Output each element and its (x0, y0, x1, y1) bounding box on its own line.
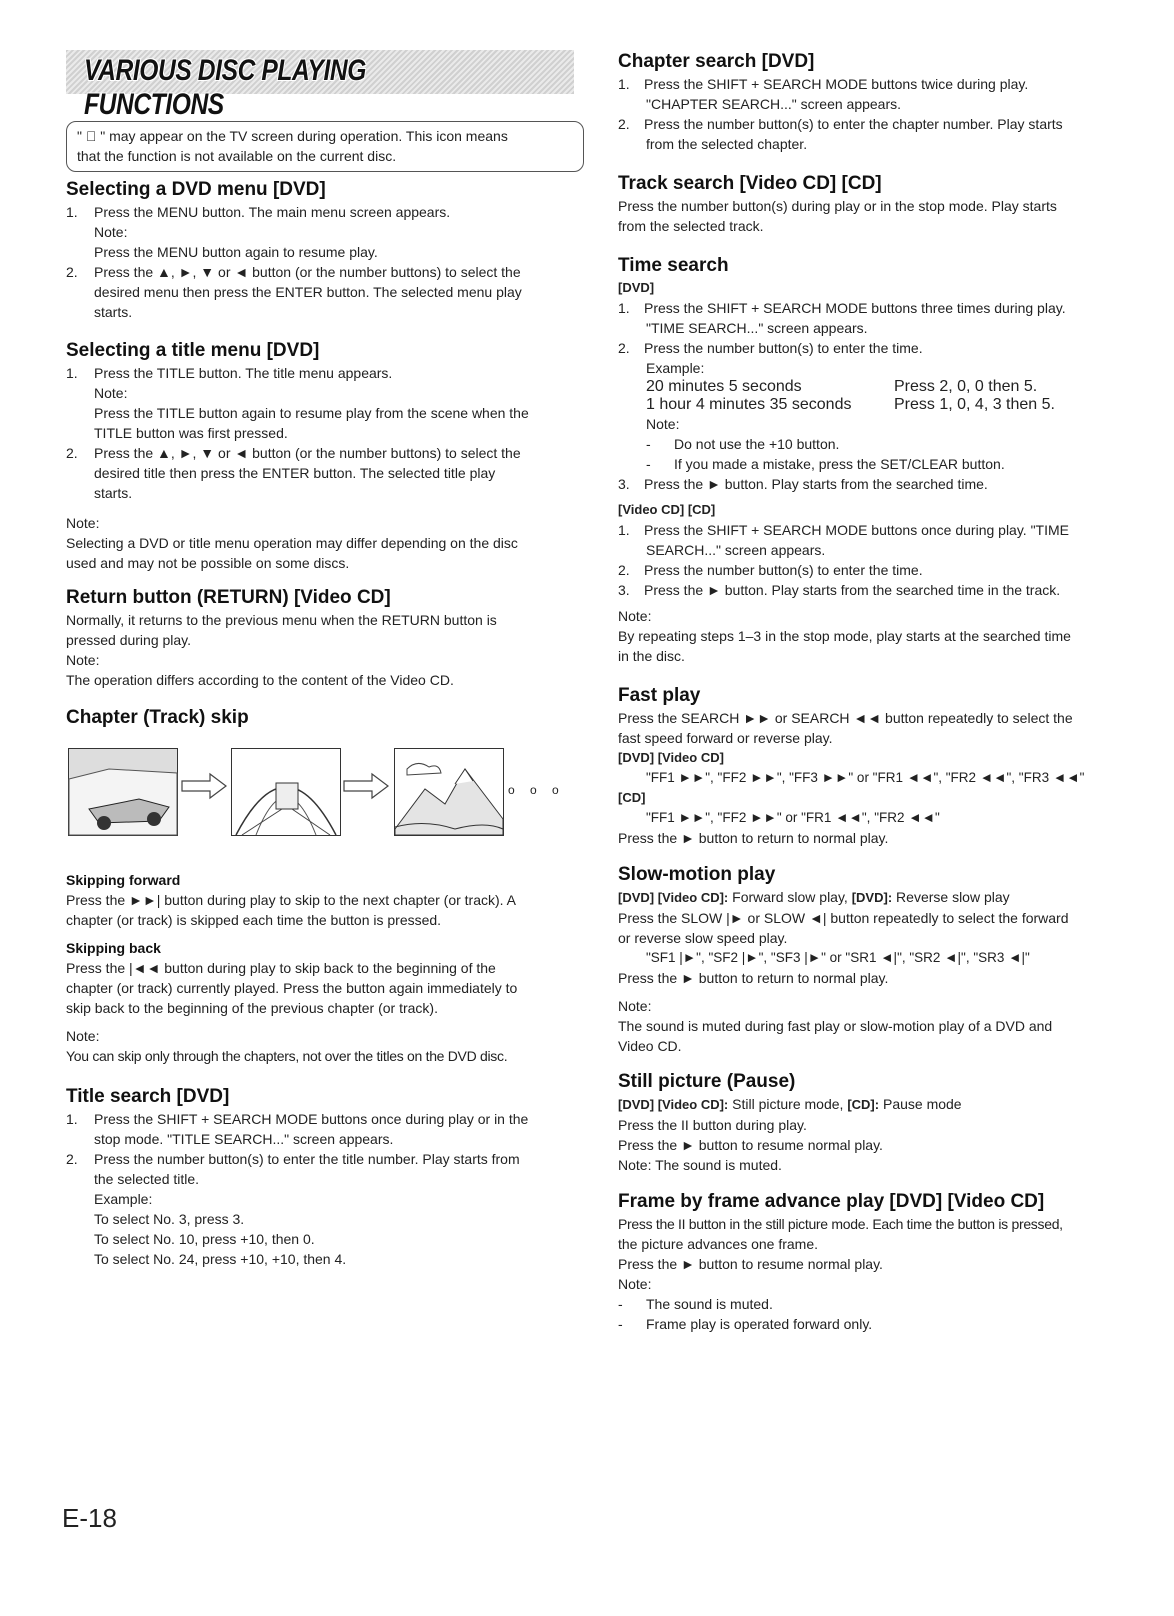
disc-tag: [CD] (618, 790, 646, 805)
example-label: Example: (646, 360, 705, 376)
race-car-illustration (68, 748, 178, 836)
continuation-dots: o o o (508, 783, 565, 797)
page-number: E-18 (62, 1503, 117, 1533)
note-label: Note: (94, 385, 128, 401)
note-text: The operation differs according to the content of the Video CD. (66, 672, 454, 688)
example-right: Press 1, 0, 4, 3 then 5. (894, 396, 1055, 413)
body-text: Note: The sound is muted. (618, 1157, 782, 1173)
example-right: Press 2, 0, 0 then 5. (894, 378, 1038, 395)
section-track-search (618, 172, 1123, 236)
banner-title: VARIOUS DISC PLAYING FUNCTIONS (84, 54, 367, 121)
disc-tag: [CD]: (847, 1097, 880, 1112)
section-still-picture (618, 1070, 1123, 1175)
note-text: Selecting a DVD or title menu operation may differ depending on the disc (66, 535, 518, 551)
section-fast-play (618, 684, 1123, 848)
race-car-image (69, 749, 177, 835)
disc-tag: [DVD] (618, 280, 655, 295)
note-text: TITLE button was first pressed. (94, 425, 288, 441)
step-text: Press the ► button. Play starts from the searched time. (644, 476, 988, 492)
body-text: chapter (or track) currently played. Press the button again immediately to (66, 980, 518, 996)
body-text: Still picture mode, (728, 1096, 848, 1112)
disc-tag: [DVD] [Video CD]: (618, 890, 729, 905)
subsection-title: Skipping forward (66, 872, 181, 888)
section-title: Frame by frame advance play [DVD] [Video CD] (618, 1191, 1045, 1212)
disc-tag: [DVD]: (851, 890, 893, 905)
example-text: To select No. 24, press +10, +10, then 4. (94, 1251, 347, 1267)
section-title: Track search [Video CD] [CD] (618, 173, 882, 194)
body-text: from the selected track. (618, 218, 764, 234)
note-text: Video CD. (618, 1038, 682, 1054)
mountain-image (395, 749, 503, 835)
mountain-illustration (394, 748, 504, 836)
section-title: Selecting a DVD menu [DVD] (66, 179, 326, 200)
section-return-button (66, 586, 574, 690)
body-text: Normally, it returns to the previous menu when the RETURN button is (66, 612, 497, 628)
body-text: Press the ► button to return to normal play. (618, 970, 889, 986)
section-title: Title search [DVD] (66, 1086, 230, 1107)
step-text: SEARCH..." screen appears. (646, 542, 826, 558)
note-text: You can skip only through the chapters, not over the titles on the DVD disc. (66, 1048, 508, 1064)
step-text: Press the SHIFT + SEARCH MODE buttons once during play. "TIME (644, 522, 1069, 538)
section-time-search: Time search [DVD] 1. Press the SHIFT + SEARCH MODE buttons three times during play. "TIME SEARCH..." screen appears. 2. Press the number button(s) to enter the time. Example: 20 minutes 5 seconds Press 2, 0, 0 then 5. 1 hour 4 minutes 35 seconds Press 1, 0, 4, 3 then 5. Note: - Do not use the +10 button. - If you made a mistake, press the SET/CLEAR button. 3. Press the ► button. Play starts from the searched time. [Video CD] [CD] 1. Press the SHIFT + SEARCH MODE buttons once during play. "TIME SEARCH..." screen appears. 2. Press the number button(s) to enter the time. 3. Press the ► button. Play starts from the searched time in the track. Note: By repeating steps 1–3 in the stop mode, play starts at the searched time in the disc. (618, 254, 1123, 666)
body-text: Press the SEARCH ►► or SEARCH ◄◄ button repeatedly to select the (618, 710, 1073, 726)
note-label: Note: (66, 515, 100, 531)
step-text: Press the ► button. Play starts from the searched time in the track. (644, 582, 1061, 598)
note-label: Note: (618, 1276, 652, 1292)
disc-tag: [DVD] [Video CD] (618, 750, 724, 765)
section-title: Return button (RETURN) [Video CD] (66, 587, 391, 608)
step-text: Press the MENU button. The main menu screen appears. (94, 204, 451, 220)
section-dvd-menu: Selecting a DVD menu [DVD] 1. Press the MENU button. The main menu screen appears. Note: Press the MENU button again to resume play. 2. Press the ▲, ►, ▼ or ◄ button (or the number buttons) to select the desired menu then press the ENTER button. The selected menu play starts. (66, 178, 574, 322)
disc-tag: [DVD] [Video CD]: (618, 1097, 729, 1112)
notice-line-2: that the function is not available on the current disc. (77, 148, 397, 164)
note-label: Note: (646, 416, 680, 432)
section-skipping (66, 870, 574, 1066)
body-text: skip back to the beginning of the previous chapter (or track). (66, 1000, 438, 1016)
notice-line-1: " ⃠ " may appear on the TV screen during operation. This icon means (77, 128, 508, 144)
tunnel-image (232, 749, 340, 835)
tunnel-illustration (231, 748, 341, 836)
section-title: Chapter (Track) skip (66, 707, 249, 728)
section-slow-motion (618, 863, 1123, 1056)
step-text: Press the SHIFT + SEARCH MODE buttons once during play or in the (94, 1111, 529, 1127)
example-text: To select No. 3, press 3. (94, 1211, 245, 1227)
body-text: Press the |◄◄ button during play to skip back to the beginning of the (66, 960, 496, 976)
example-text: To select No. 10, press +10, then 0. (94, 1231, 315, 1247)
note-text: used and may not be possible on some discs. (66, 555, 350, 571)
step-text: Press the number button(s) to enter the chapter number. Play starts (644, 116, 1063, 132)
step-text: starts. (94, 304, 133, 320)
speed-sequence: "SF1 |►", "SF2 |►", "SF3 |►" or "SR1 ◄|", "SR2 ◄|", "SR3 ◄|" (646, 950, 1030, 965)
section-title-search: Title search [DVD] 1. Press the SHIFT + SEARCH MODE buttons once during play or in the stop mode. "TITLE SEARCH..." screen appears. 2. Press the number button(s) to enter the title number. Play starts from the selected title. Example: To select No. 3, press 3. To select No. 10, press +10, then 0. To select No. 24, press +10, +10, then 4. (66, 1085, 574, 1269)
note-text: The sound is muted during fast play or slow-motion play of a DVD and (618, 1018, 1053, 1034)
note-text: By repeating steps 1–3 in the stop mode, play starts at the searched time (618, 628, 1071, 644)
page-banner (66, 50, 574, 121)
note-item: Frame play is operated forward only. (646, 1316, 873, 1332)
step-text: Press the SHIFT + SEARCH MODE buttons twice during play. (644, 76, 1029, 92)
step-text: stop mode. "TITLE SEARCH..." screen appears. (94, 1131, 394, 1147)
section-title: Still picture (Pause) (618, 1071, 796, 1092)
step-text: from the selected chapter. (646, 136, 808, 152)
section-frame-advance: Frame by frame advance play [DVD] [Video CD] Press the II button in the still picture mode. Each time the button is pressed, the picture advances one frame. Press the ► button to resume normal play. Note: - The sound is muted. - Frame play is operated forward only. (618, 1190, 1123, 1334)
body-text: chapter (or track) is skipped each time the button is pressed. (66, 912, 442, 928)
body-text: fast speed forward or reverse play. (618, 730, 833, 746)
body-text: Press the ► button to resume normal play. (618, 1137, 883, 1153)
example-left: 1 hour 4 minutes 35 seconds (646, 396, 852, 413)
note-label: Note: (618, 998, 652, 1014)
step-text: Press the number button(s) to enter the time. (644, 562, 923, 578)
body-text: Press the ► button to resume normal play. (618, 1256, 883, 1272)
step-text: Press the number button(s) to enter the title number. Play starts from (94, 1151, 520, 1167)
note-text: in the disc. (618, 648, 685, 664)
note-label: Note: (94, 224, 128, 240)
section-title: Fast play (618, 685, 701, 706)
section-title-menu: Selecting a title menu [DVD] 1. Press the TITLE button. The title menu appears. Note: Press the TITLE button again to resume play from the scene when the TITLE button was first pressed. 2. Press the ▲, ►, ▼ or ◄ button (or the number buttons) to select the desired title then press the ENTER button. The selected title play starts. Note: Selecting a DVD or title menu operation may differ depending on the disc used and may not be possible on some discs. (66, 339, 574, 573)
step-text: desired title then press the ENTER button. The selected title play (94, 465, 496, 481)
arrow-right-icon (342, 772, 390, 800)
body-text: Forward slow play, (728, 889, 852, 905)
body-text: Reverse slow play (892, 889, 1010, 905)
step-text: Press the SHIFT + SEARCH MODE buttons three times during play. (644, 300, 1066, 316)
step-text: Press the ▲, ►, ▼ or ◄ button (or the number buttons) to select the (94, 445, 521, 461)
step-text: Press the TITLE button. The title menu appears. (94, 365, 393, 381)
body-text: Press the ► button to return to normal play. (618, 830, 889, 846)
note-label: Note: (66, 1028, 100, 1044)
note-item: Do not use the +10 button. (674, 436, 840, 452)
body-text: the picture advances one frame. (618, 1236, 819, 1252)
body-text: Press the number button(s) during play or in the stop mode. Play starts (618, 198, 1057, 214)
body-text: Press the ►►| button during play to skip to the next chapter (or track). A (66, 892, 517, 908)
step-text: "CHAPTER SEARCH..." screen appears. (646, 96, 902, 112)
note-item: If you made a mistake, press the SET/CLEAR button. (674, 456, 1005, 472)
step-text: desired menu then press the ENTER button. The selected menu play (94, 284, 522, 300)
section-title: Slow-motion play (618, 864, 776, 885)
section-title: Selecting a title menu [DVD] (66, 340, 320, 361)
example-label: Example: (94, 1191, 153, 1207)
arrow-right-icon (180, 772, 228, 800)
step-text: Press the ▲, ►, ▼ or ◄ button (or the number buttons) to select the (94, 264, 521, 280)
step-text: Press the number button(s) to enter the time. (644, 340, 923, 356)
body-text: Press the SLOW |► or SLOW ◄| button repeatedly to select the forward (618, 910, 1069, 926)
section-title: Chapter search [DVD] (618, 51, 815, 72)
notice-box (66, 121, 584, 172)
body-text: or reverse slow speed play. (618, 930, 788, 946)
body-text: Press the II button in the still picture mode. Each time the button is pressed, (618, 1216, 1063, 1232)
step-text: "TIME SEARCH..." screen appears. (646, 320, 868, 336)
body-text: Pause mode (879, 1096, 962, 1112)
subsection-title: Skipping back (66, 940, 161, 956)
section-title: Time search (618, 255, 729, 276)
step-text: starts. (94, 485, 133, 501)
section-chapter-skip (66, 706, 574, 730)
note-text: Press the TITLE button again to resume play from the scene when the (94, 405, 529, 421)
step-text: the selected title. (94, 1171, 200, 1187)
note-text: Press the MENU button again to resume play. (94, 244, 378, 260)
speed-sequence: "FF1 ►►", "FF2 ►►" or "FR1 ◄◄", "FR2 ◄◄" (646, 810, 940, 825)
note-label: Note: (66, 652, 100, 668)
example-left: 20 minutes 5 seconds (646, 378, 802, 395)
note-item: The sound is muted. (646, 1296, 773, 1312)
body-text: pressed during play. (66, 632, 192, 648)
body-text: Press the II button during play. (618, 1117, 807, 1133)
speed-sequence: "FF1 ►►", "FF2 ►►", "FF3 ►►" or "FR1 ◄◄", "FR2 ◄◄", "FR3 ◄◄" (646, 770, 1085, 785)
note-label: Note: (618, 608, 652, 624)
section-chapter-search: Chapter search [DVD] 1. Press the SHIFT + SEARCH MODE buttons twice during play. "CHAPTER SEARCH..." screen appears. 2. Press the number button(s) to enter the chapter number. Play starts from the selected chapter. (618, 50, 1123, 154)
disc-tag: [Video CD] [CD] (618, 502, 716, 517)
